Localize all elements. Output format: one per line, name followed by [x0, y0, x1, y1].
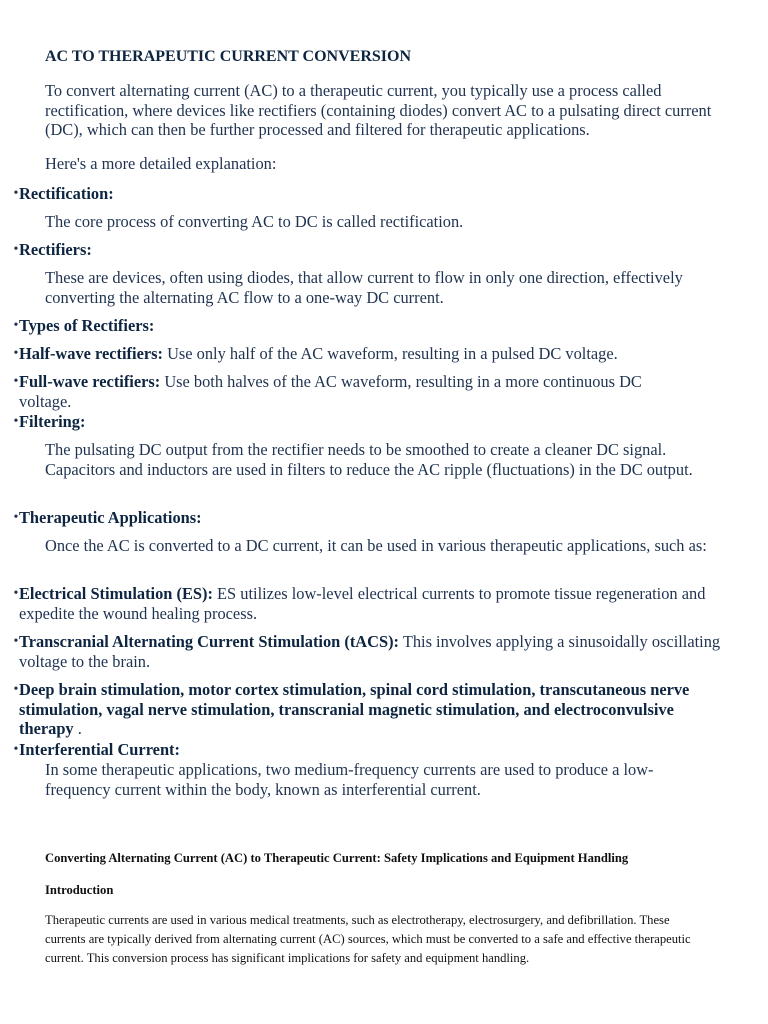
- full-wave-item: • Full-wave rectifiers: Use both halves of the AC waveform, resulting in a more continuous DC voltage.: [13, 372, 642, 411]
- types-heading: • Types of Rectifiers:: [13, 316, 155, 335]
- page-title: AC TO THERAPEUTIC CURRENT CONVERSION: [45, 48, 411, 65]
- therapeutic-text: Once the AC is converted to a DC current, it can be used in various therapeutic applications, such as:: [45, 536, 707, 555]
- bullet-marker: •: [13, 682, 19, 697]
- bullet-marker: •: [13, 346, 19, 361]
- intro-paragraph: To convert alternating current (AC) to a therapeutic current, you typically use a process called rectification, where devices like rectifiers (containing diodes) convert AC to a pulsating direct current (DC), which can then be further processed and filtered for therapeutic applications.: [45, 81, 712, 140]
- bullet-marker: •: [13, 510, 19, 525]
- filtering-text: The pulsating DC output from the rectifier needs to be smoothed to create a cleaner DC signal. Capacitors and inductors are used in filters to reduce the AC ripple (fluctuations) in the DC output.: [45, 440, 693, 479]
- es-item: • Electrical Stimulation (ES): ES utilizes low-level electrical currents to promote tissue regeneration and expedite the wound healing process.: [13, 584, 706, 623]
- section2-intro-heading: Introduction: [45, 883, 114, 897]
- interferential-text: In some therapeutic applications, two medium-frequency currents are used to produce a low-frequency current within the body, known as interferential current.: [45, 760, 654, 799]
- filtering-heading: • Filtering:: [13, 412, 86, 431]
- section2-title: Converting Alternating Current (AC) to Therapeutic Current: Safety Implications and Equipment Handling: [45, 851, 629, 865]
- brain-stimulation-item: • Deep brain stimulation, motor cortex stimulation, spinal cord stimulation, transcutaneous nerve stimulation, vagal nerve stimulation, transcranial magnetic stimulation, and electroconvulsive therapy .: [13, 680, 690, 739]
- tacs-item: • Transcranial Alternating Current Stimulation (tACS): This involves applying a sinusoidally oscillating voltage to the brain.: [13, 632, 721, 671]
- bullet-marker: •: [13, 414, 19, 429]
- section2-intro-text: Therapeutic currents are used in various medical treatments, such as electrotherapy, electrosurgery, and defibrillation. These currents are typically derived from alternating current (AC) sources, which must be converted to a safe and effective therapeutic current. This conversion process has significant implications for safety and equipment handling.: [45, 913, 691, 965]
- rectifiers-text: These are devices, often using diodes, that allow current to flow in only one direction, effectively converting the alternating AC flow to a one-way DC current.: [45, 268, 683, 307]
- bullet-marker: •: [13, 374, 19, 389]
- rectification-heading: • Rectification:: [13, 184, 114, 203]
- explanation-lead: Here's a more detailed explanation:: [45, 154, 277, 173]
- bullet-marker: •: [13, 242, 19, 257]
- bullet-marker: •: [13, 318, 19, 333]
- bullet-marker: •: [13, 586, 19, 601]
- bullet-marker: •: [13, 742, 19, 757]
- rectifiers-heading: • Rectifiers:: [13, 240, 92, 259]
- rectification-text: The core process of converting AC to DC is called rectification.: [45, 212, 464, 231]
- half-wave-item: • Half-wave rectifiers: Use only half of the AC waveform, resulting in a pulsed DC voltage.: [13, 344, 618, 363]
- interferential-heading: • Interferential Current:: [13, 740, 180, 759]
- bullet-marker: •: [13, 186, 19, 201]
- therapeutic-heading: • Therapeutic Applications:: [13, 508, 202, 527]
- bullet-marker: •: [13, 634, 19, 649]
